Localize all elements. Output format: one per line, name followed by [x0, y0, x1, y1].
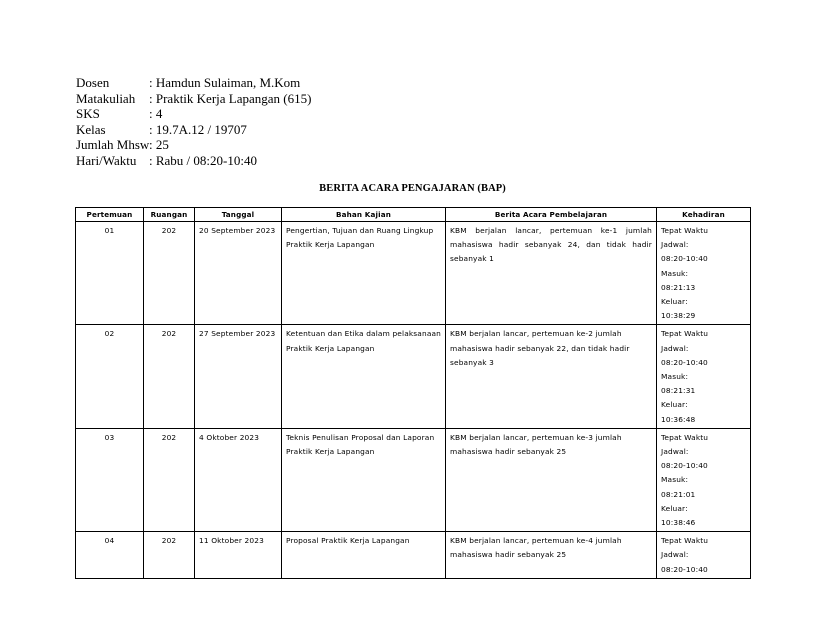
kehadiran-line: 08:21:31 [661, 386, 696, 396]
cell-kehadiran [657, 222, 751, 325]
cell-ruangan: 202 [144, 325, 195, 428]
info-label: Hari/Waktu [76, 152, 137, 168]
table-row [76, 222, 751, 325]
kehadiran-line: Jadwal: [661, 240, 689, 250]
table-row [76, 428, 751, 531]
cell-bahan-kajian: Proposal Praktik Kerja Lapangan [282, 532, 446, 579]
kehadiran-line: 08:21:01 [661, 489, 696, 499]
table-row [76, 325, 751, 428]
cell-ruangan: 202 [144, 428, 195, 531]
table-row [76, 532, 751, 579]
info-value: : 25 [149, 137, 169, 153]
document-title: BERITA ACARA PENGAJARAN (BAP) [319, 183, 506, 194]
header-tanggal: Tanggal [195, 208, 282, 222]
kehadiran-line: 08:21:13 [661, 282, 696, 292]
kehadiran-line: 10:38:29 [661, 311, 696, 321]
info-label: Jumlah Mhsw [76, 137, 150, 153]
kehadiran-line: 08:20-10:40 [661, 254, 708, 264]
course-info [76, 75, 311, 169]
kehadiran-line: 08:20-10:40 [661, 461, 708, 471]
header-bahan-kajian: Bahan Kajian [282, 208, 446, 222]
kehadiran-line: 08:20-10:40 [661, 564, 708, 574]
info-row-jumlah-mhsw [76, 137, 311, 153]
kehadiran-line: Masuk: [661, 268, 689, 278]
info-label: Matakuliah [76, 90, 136, 106]
cell-bahan-kajian: Teknis Penulisan Proposal dan Laporan Praktik Kerja Lapangan [282, 428, 446, 531]
cell-berita-acara: KBM berjalan lancar, pertemuan ke-4 jumlah mahasiswa hadir sebanyak 25 [446, 532, 657, 579]
info-row-matakuliah [76, 91, 311, 107]
cell-pertemuan: 04 [76, 532, 144, 579]
kehadiran-line: Tepat Waktu [661, 432, 709, 442]
cell-kehadiran [657, 428, 751, 531]
header-pertemuan: Pertemuan [76, 208, 144, 222]
info-row-dosen [76, 75, 311, 91]
cell-pertemuan: 01 [76, 222, 144, 325]
cell-bahan-kajian: Ketentuan dan Etika dalam pelaksanaan Praktik Kerja Lapangan [282, 325, 446, 428]
kehadiran-line: 10:36:48 [661, 414, 696, 424]
kehadiran-line: Tepat Waktu [661, 329, 709, 339]
cell-kehadiran [657, 325, 751, 428]
kehadiran-line: Keluar: [661, 400, 688, 410]
cell-berita-acara: KBM berjalan lancar, pertemuan ke-1 jumlah mahasiswa hadir sebanyak 24, dan tidak hadir sebanyak 1 [446, 222, 657, 325]
info-row-hari-waktu [76, 153, 311, 169]
cell-tanggal: 27 September 2023 [195, 325, 282, 428]
kehadiran-line: Masuk: [661, 372, 689, 382]
cell-tanggal: 4 Oktober 2023 [195, 428, 282, 531]
kehadiran-line: Keluar: [661, 297, 688, 307]
info-value: : Hamdun Sulaiman, M.Kom [149, 75, 301, 90]
info-value: : 4 [149, 106, 163, 122]
cell-pertemuan: 03 [76, 428, 144, 531]
info-value: : Rabu / 08:20-10:40 [149, 152, 257, 168]
kehadiran-line: 10:38:46 [661, 518, 696, 528]
info-label: Dosen [76, 75, 110, 90]
kehadiran-line: Tepat Waktu [661, 226, 709, 235]
cell-berita-acara: KBM berjalan lancar, pertemuan ke-3 jumlah mahasiswa hadir sebanyak 25 [446, 428, 657, 531]
kehadiran-line: Keluar: [661, 503, 688, 513]
bap-table [75, 207, 751, 579]
cell-berita-acara: KBM berjalan lancar, pertemuan ke-2 jumlah mahasiswa hadir sebanyak 22, dan tidak hadir sebanyak 3 [446, 325, 657, 428]
info-label: Kelas [76, 121, 106, 137]
header-berita-acara: Berita Acara Pembelajaran [446, 208, 657, 222]
table-header-row [76, 208, 751, 222]
info-value: : Praktik Kerja Lapangan (615) [149, 90, 312, 106]
cell-bahan-kajian: Pengertian, Tujuan dan Ruang Lingkup Praktik Kerja Lapangan [282, 222, 446, 325]
cell-kehadiran [657, 532, 751, 579]
kehadiran-line: Jadwal: [661, 343, 689, 353]
cell-ruangan: 202 [144, 222, 195, 325]
kehadiran-line: 08:20-10:40 [661, 357, 708, 367]
kehadiran-line: Jadwal: [661, 447, 689, 457]
kehadiran-line: Tepat Waktu [661, 536, 709, 546]
kehadiran-line: Jadwal: [661, 550, 689, 560]
info-value: : 19.7A.12 / 19707 [149, 121, 247, 137]
cell-ruangan: 202 [144, 532, 195, 579]
header-ruangan: Ruangan [144, 208, 195, 222]
cell-tanggal: 11 Oktober 2023 [195, 532, 282, 579]
info-label: SKS [76, 106, 100, 122]
header-kehadiran: Kehadiran [657, 208, 751, 222]
cell-pertemuan: 02 [76, 325, 144, 428]
info-row-sks [76, 106, 311, 122]
kehadiran-line: Masuk: [661, 475, 689, 485]
info-row-kelas [76, 122, 311, 138]
cell-tanggal: 20 September 2023 [195, 222, 282, 325]
